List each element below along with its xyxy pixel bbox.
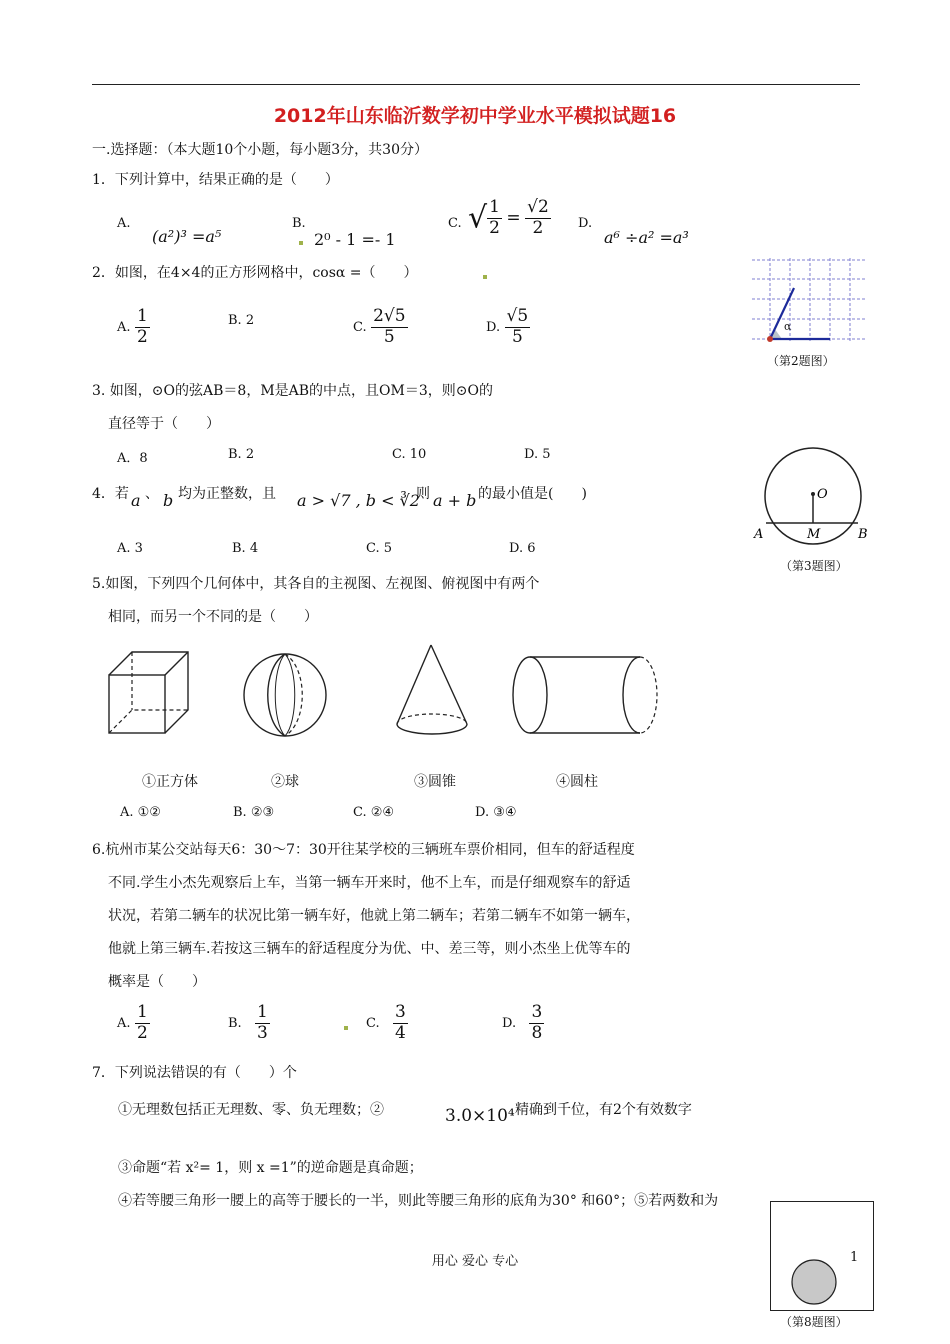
question-6-line2: 不同.学生小杰先观察后上车，当第一辆车开来时，他不上车，而是仔细观察车的舒适 [108, 875, 631, 891]
q7-statement-1-end: 精确到千位，有2个有效数字 [515, 1102, 692, 1118]
q5-option-a: A. ①② [120, 805, 161, 820]
q2-option-c: C. $\frac{2√5}{5}$ [353, 306, 406, 347]
question-3-stem-line1: 3. 如图，⊙O的弦AB＝8，M是AB的中点，且OM＝3，则⊙O的 [92, 383, 493, 399]
svg-text:M: M [807, 527, 821, 542]
q7-statement-1: ①无理数包括正无理数、零、负无理数；② [118, 1102, 384, 1118]
section-heading: 一.选择题：（本大题10个小题，每小题3分，共30分） [92, 142, 428, 158]
q1-option-c-expr: √ $\frac{1}{2}$ = $\frac{√2}{2}$ [468, 197, 549, 238]
q3-circle-figure [752, 448, 872, 548]
solid-label-cone: ③圆锥 [414, 774, 456, 790]
q3-option-d: D. 5 [524, 447, 551, 462]
question-6-line4: 他就上第三辆车.若按这三辆车的舒适程度分为优、中、差三等，则小杰坐上优等车的 [108, 941, 631, 957]
question-4-stem-mid: 均为正整数，且 [178, 486, 276, 502]
q6-option-c: C. $\frac{3}{4}$ [366, 1002, 406, 1043]
q5-option-b: B. ②③ [233, 805, 275, 820]
q3-option-a: A．8 [117, 451, 148, 466]
q8-figure-caption: （第8题图） [780, 1315, 848, 1329]
q6-option-d: D. $\frac{3}{8}$ [502, 1002, 543, 1043]
q4-then: 则 [416, 486, 430, 502]
q4-option-b: B. 4 [232, 541, 259, 556]
q2-option-a: A. $\frac{1}{2}$ [117, 306, 148, 347]
question-7-stem: 7．下列说法错误的有（ ）个 [92, 1065, 297, 1081]
solid-label-cylinder: ④圆柱 [556, 774, 598, 790]
q4-condition: a > √7 , b < ∛2 [297, 491, 420, 510]
q1-option-a-label: A. [117, 216, 131, 231]
solid-label-sphere: ②球 [271, 774, 299, 790]
header-rule [92, 84, 860, 85]
marker-dot [483, 275, 487, 279]
q4-separator: 、 [145, 486, 159, 502]
page-number: 1 [850, 1250, 859, 1265]
question-6-line3: 状况，若第二辆车的状况比第一辆车好，他就上第二辆车；若第二辆车不如第一辆车， [108, 908, 640, 924]
question-3-stem-line2: 直径等于（ ） [108, 416, 220, 432]
q3-option-c: C. 10 [392, 447, 427, 462]
q2-option-b: B. 2 [228, 313, 255, 328]
question-5-stem-line2: 相同，而另一个不同的是（ ） [108, 609, 318, 625]
q7-statement-3: ③命题“若 x²= 1，则 x =1”的逆命题是真命题； [118, 1160, 423, 1176]
q4-option-d: D. 6 [509, 541, 536, 556]
q4-var-a: a [131, 491, 141, 510]
q2-grid-figure [752, 258, 868, 342]
q6-option-a: A. $\frac{1}{2}$ [117, 1002, 148, 1043]
question-6-line5: 概率是（ ） [108, 974, 206, 990]
svg-text:B: B [858, 527, 868, 542]
q4-option-c: C. 5 [366, 541, 393, 556]
cube-figure [108, 650, 190, 736]
question-5-stem-line1: 5.如图，下列四个几何体中，其各自的主视图、左视图、俯视图中有两个 [92, 576, 540, 592]
q3-figure-caption: （第3题图） [780, 559, 848, 573]
question-1-stem: 1．下列计算中，结果正确的是（ ） [92, 172, 339, 188]
question-4-stem-end: 的最小值是( ) [478, 486, 587, 502]
q1-option-c-label: C. [448, 216, 462, 231]
q1-option-d-label: D. [578, 216, 593, 231]
cylinder-figure [512, 656, 662, 736]
q1-option-b-label: B. [292, 216, 306, 231]
question-4-stem-start: 4．若 [92, 486, 129, 502]
q1-option-d-expr: a⁶ ÷a² =a³ [604, 228, 689, 247]
q7-statement-4: ④若等腰三角形一腰上的高等于腰长的一半，则此等腰三角形的底角为30° 和60°；⑤若两数和为 [118, 1193, 719, 1209]
svg-text:A: A [754, 527, 764, 542]
sphere-figure [242, 653, 330, 737]
svg-text:O: O [817, 487, 828, 502]
q4-option-a: A. 3 [117, 541, 143, 556]
page-title: 2012年山东临沂数学初中学业水平模拟试题16 [273, 105, 677, 127]
q2-figure-caption: （第2题图） [767, 354, 835, 368]
q2-option-d: D. $\frac{√5}{5}$ [486, 306, 529, 347]
page-footer: 用心 爱心 专心 [431, 1254, 519, 1269]
marker-dot [344, 1026, 348, 1030]
marker-dot [299, 241, 303, 245]
q6-option-b: B. $\frac{1}{3}$ [228, 1002, 268, 1043]
question-2-stem: 2．如图，在4×4的正方形网格中，cosα =（ ） [92, 265, 418, 281]
q7-sci-notation: 3.0×10⁴ [445, 1106, 515, 1126]
solid-label-cube: ①正方体 [142, 774, 198, 790]
q4-expression: a + b [433, 491, 477, 510]
alpha-label: α [784, 320, 792, 333]
cone-figure [393, 644, 473, 736]
question-6-line1: 6.杭州市某公交站每天6：30～7：30开往某学校的三辆班车票价相同，但车的舒适程度 [92, 842, 635, 858]
q1-option-b-expr: 2⁰ - 1 =- 1 [314, 230, 396, 249]
q1-option-a-expr: (a²)³ =a⁵ [152, 227, 222, 246]
q5-option-c: C. ②④ [353, 805, 395, 820]
q5-option-d: D. ③④ [475, 805, 517, 820]
q4-var-b: b [163, 491, 174, 510]
q3-option-b: B. 2 [228, 447, 255, 462]
